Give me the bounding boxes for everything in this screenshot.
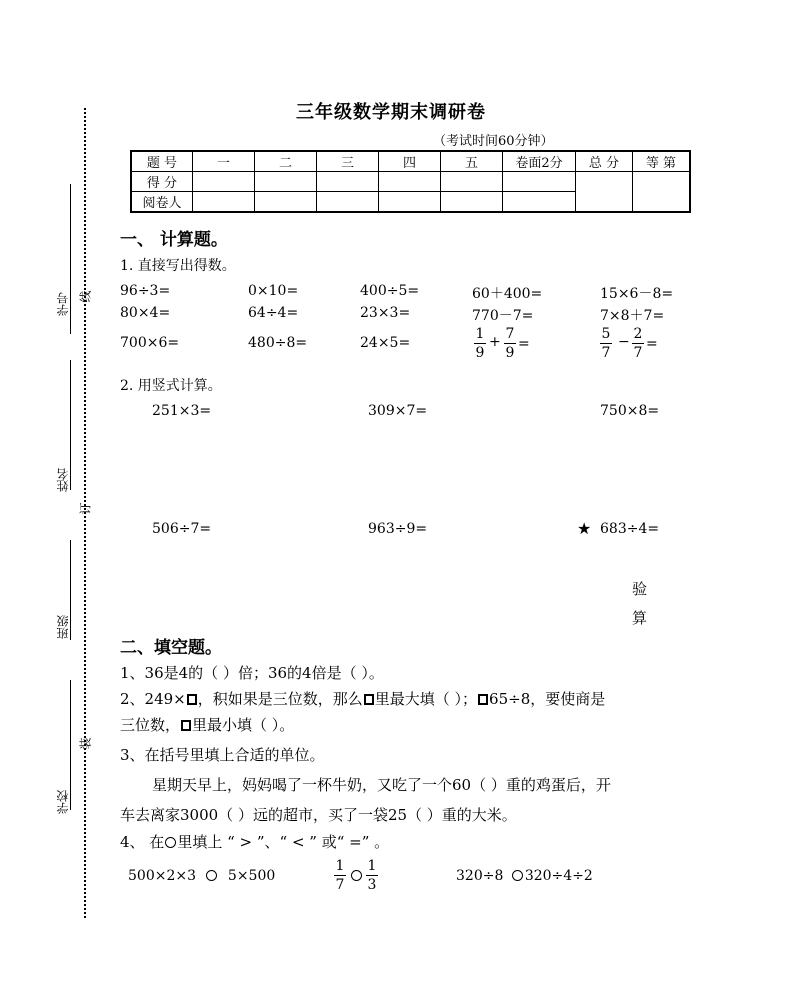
minus-sign: −: [618, 334, 630, 350]
compare-problem: [456, 868, 593, 884]
vertical-problem: 251×3=: [152, 403, 212, 419]
vertical-problem: 506÷7=: [152, 521, 212, 537]
table-header-cell: 二: [255, 151, 317, 172]
denominator: 7: [633, 345, 643, 361]
grader-cell[interactable]: [193, 192, 255, 213]
grader-cell[interactable]: [379, 192, 441, 213]
school-label: 学校: [56, 790, 70, 814]
text-fragment: 里填上 “ > ”、“ < ” 或“ =” 。: [177, 833, 390, 851]
score-cell[interactable]: [255, 172, 317, 192]
oral-problem: 24×5=: [360, 335, 411, 351]
table-header-cell: 五: [441, 151, 503, 172]
table-row: [131, 172, 690, 192]
score-cell[interactable]: [379, 172, 441, 192]
oral-problem: 770－7=: [472, 308, 534, 324]
fraction: [504, 326, 516, 361]
numerator: 5: [601, 326, 611, 342]
text-fragment: 里最小填（ ）。: [192, 716, 295, 734]
vertical-problem: 750×8=: [600, 403, 660, 419]
class-label: 班级: [56, 615, 70, 639]
numerator: 1: [367, 858, 377, 874]
vertical-problem: 963÷9=: [368, 521, 428, 537]
oral-problem: 96÷3=: [120, 283, 171, 299]
grader-cell[interactable]: [503, 192, 576, 213]
oral-problem: 23×3=: [360, 305, 411, 321]
denominator: 9: [475, 345, 485, 361]
numerator: 2: [633, 326, 643, 342]
student-id-label: 学号: [56, 292, 70, 316]
compare-problem: [128, 868, 275, 884]
denominator: 3: [367, 877, 377, 893]
circle-blank-icon: [165, 837, 176, 848]
grader-cell[interactable]: [255, 192, 317, 213]
plus-sign: +: [489, 334, 501, 350]
fill-question-2-cont: [120, 714, 294, 735]
score-table: [130, 150, 691, 213]
fill-question-3-text-cont: 车去离家3000（ ）远的超市，买了一袋25（ ）重的大米。: [120, 806, 517, 824]
score-cell[interactable]: [193, 172, 255, 192]
numerator: 1: [335, 858, 345, 874]
oral-problem: 80×4=: [120, 305, 171, 321]
circle-blank-icon[interactable]: [512, 870, 523, 881]
circle-blank-icon[interactable]: [206, 870, 217, 881]
bind-mark: 装: [78, 737, 93, 750]
question-1-label: 1. 直接写出得数。: [120, 258, 236, 274]
square-blank-icon: [187, 694, 197, 705]
equals-sign: =: [646, 336, 658, 352]
grader-cell[interactable]: [441, 192, 503, 213]
fill-question-3-text: 星期天早上，妈妈喝了一杯牛奶，又吃了一个60（ ）重的鸡蛋后，开: [152, 776, 611, 794]
compare-left: 320÷8: [456, 868, 504, 884]
question-2-label: 2. 用竖式计算。: [120, 378, 222, 394]
school-field[interactable]: [70, 680, 71, 810]
class-field[interactable]: [70, 540, 71, 640]
fill-question-4: [120, 831, 389, 852]
square-blank-icon: [181, 720, 191, 731]
fraction: [600, 326, 612, 361]
compare-right: 320÷4÷2: [524, 868, 593, 884]
numerator: 7: [505, 326, 515, 342]
table-header-cell: 四: [379, 151, 441, 172]
student-id-field[interactable]: [70, 184, 71, 334]
denominator: 9: [505, 345, 515, 361]
check-label: 算: [632, 609, 648, 627]
section-1-heading: 一、 计算题。: [120, 230, 228, 250]
table-row: [131, 151, 690, 172]
table-row-label: 阅卷人: [131, 192, 193, 213]
score-cell[interactable]: [503, 172, 576, 192]
table-header-cell: 题 号: [131, 151, 193, 172]
square-blank-icon: [364, 694, 374, 705]
table-header-cell: 卷面2分: [503, 151, 576, 172]
total-score-cell[interactable]: [576, 172, 633, 213]
section-2-heading: 二、填空题。: [120, 638, 222, 658]
oral-problem: 700×6=: [120, 335, 180, 351]
compare-left: 500×2×3: [128, 868, 196, 884]
score-cell[interactable]: [317, 172, 379, 192]
compare-right: 5×500: [227, 868, 276, 884]
circle-blank-icon[interactable]: [351, 870, 362, 881]
vertical-problem: 309×7=: [368, 403, 428, 419]
name-field[interactable]: [70, 360, 71, 490]
table-header-cell: 一: [193, 151, 255, 172]
grader-cell[interactable]: [317, 192, 379, 213]
vertical-problem: 683÷4=: [600, 521, 660, 537]
oral-problem: 15×6－8=: [600, 286, 674, 302]
text-fragment: 2、249×: [120, 690, 186, 708]
square-blank-icon: [478, 694, 488, 705]
star-icon: ★: [577, 519, 592, 538]
fill-question-1: 1、36是4的（ ）倍；36的4倍是（ ）。: [120, 664, 384, 682]
name-label: 姓名: [56, 468, 70, 492]
equals-sign: =: [518, 336, 530, 352]
table-header-cell: 三: [317, 151, 379, 172]
exam-time: （考试时间60分钟）: [433, 134, 554, 149]
oral-problem: 60＋400=: [472, 286, 543, 302]
table-row-label: 得 分: [131, 172, 193, 192]
check-label: 验: [632, 580, 648, 598]
oral-problem: 400÷5=: [360, 283, 420, 299]
fraction: [366, 858, 378, 893]
text-fragment: 里最大填（ ）；: [374, 690, 478, 708]
fraction: [334, 858, 346, 893]
oral-problem: 64÷4=: [248, 305, 299, 321]
fraction: [632, 326, 644, 361]
denominator: 7: [601, 345, 611, 361]
numerator: 1: [475, 326, 485, 342]
cut-line-mark: 线: [78, 290, 93, 303]
denominator: 7: [335, 877, 345, 893]
score-cell[interactable]: [441, 172, 503, 192]
staple-mark: 订: [78, 502, 93, 515]
text-fragment: ，积如果是三位数，那么: [197, 690, 363, 708]
fill-question-2: [120, 688, 605, 709]
table-header-cell: 等 第: [633, 151, 691, 172]
fill-question-3: 3、在括号里填上合适的单位。: [120, 746, 325, 764]
oral-problem: 480÷8=: [248, 335, 308, 351]
fraction: [474, 326, 486, 361]
text-fragment: 65÷8，要使商是: [489, 690, 606, 708]
text-fragment: 三位数，: [120, 716, 181, 734]
table-header-cell: 总 分: [576, 151, 633, 172]
page-title: 三年级数学期末调研卷: [296, 102, 486, 123]
text-fragment: 4、 在: [120, 833, 165, 851]
oral-problem: 0×10=: [248, 283, 299, 299]
grade-cell[interactable]: [633, 172, 691, 213]
oral-problem: 7×8＋7=: [600, 308, 665, 324]
